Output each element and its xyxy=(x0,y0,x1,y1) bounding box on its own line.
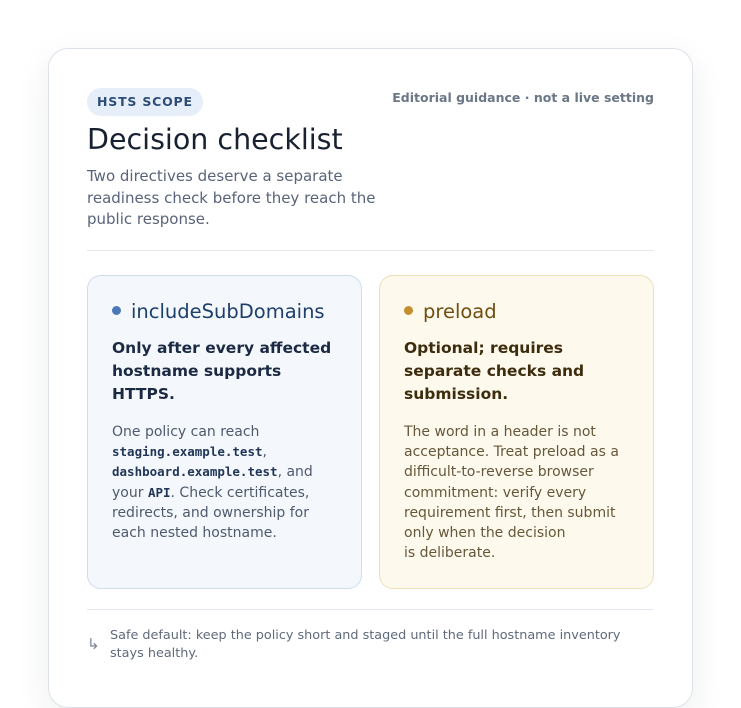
footer-divider xyxy=(87,609,654,610)
page-subtitle: Two directives deserve a separate readiness check before they reach the public response. xyxy=(87,167,376,228)
api-label: API xyxy=(147,484,171,500)
preload-heading xyxy=(404,299,497,325)
preload-body-main: The word in a header is not acceptance. Treat preload as a difficult-to-reverse browser commitment: verify every requirement first, then submit only when the decision xyxy=(404,424,619,542)
page-title: Decision checklist xyxy=(87,123,343,156)
include-subdomains-lead: Only after every affected hostname supports HTTPS. xyxy=(112,339,332,403)
preload-body-end: is deliberate. xyxy=(404,545,496,562)
include-subdomains-heading xyxy=(112,299,325,325)
preload-panel xyxy=(379,275,654,589)
include-subdomains-panel xyxy=(87,275,362,589)
body-intro: One policy can reach xyxy=(112,424,260,440)
body-your: your xyxy=(112,484,144,501)
include-subdomains-title: includeSubDomains xyxy=(131,300,325,323)
dashboard-hostname: dashboard.example.test xyxy=(112,464,278,480)
preload-title: preload xyxy=(423,300,497,323)
preload-body xyxy=(404,422,634,563)
body-comma: , xyxy=(262,444,267,461)
body-and: , and xyxy=(277,464,313,481)
hsts-scope-badge: HSTS SCOPE xyxy=(87,88,203,116)
amber-dot-icon xyxy=(404,306,413,315)
staging-hostname: staging.example.test xyxy=(112,444,263,460)
editorial-note: Editorial guidance · not a live setting xyxy=(392,90,654,105)
include-subdomains-body xyxy=(112,422,342,543)
body-outro: . Check certificates, redirects, and ownership for each nested hostname. xyxy=(112,484,310,542)
blue-dot-icon xyxy=(112,306,121,315)
preload-lead: Optional; requires separate checks and submission. xyxy=(404,339,585,403)
header-divider xyxy=(87,250,654,251)
safe-default-note: Safe default: keep the policy short and staged until the full hostname inventory stays healthy. xyxy=(110,628,621,661)
return-arrow-icon: ↳ xyxy=(87,635,100,653)
